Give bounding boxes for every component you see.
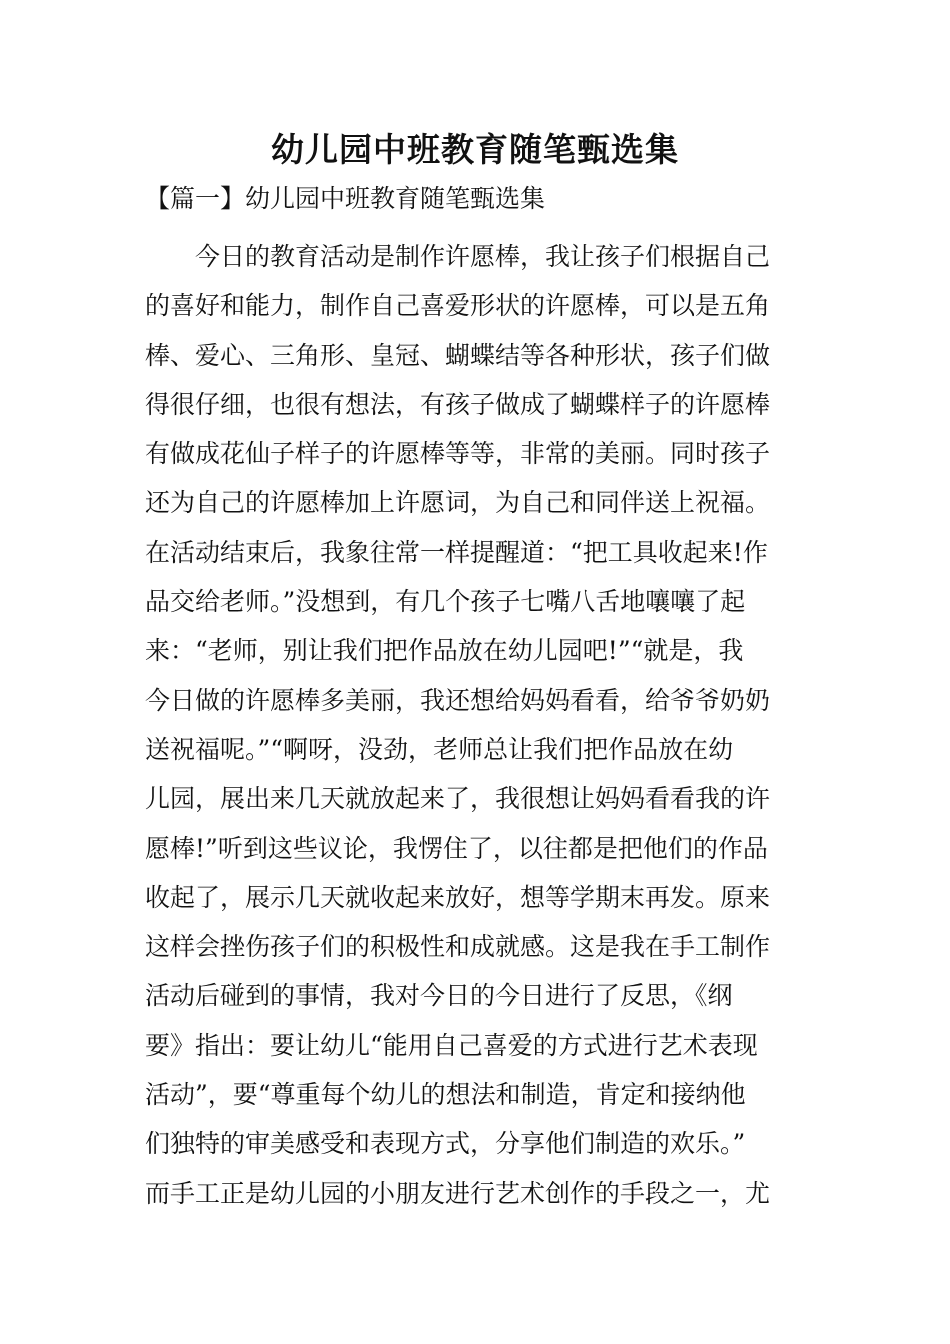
body-line: 活动”，要“尊重每个幼儿的想法和制造，肯定和接纳他 [145, 1080, 746, 1110]
body-line: 还为自己的许愿棒加上许愿词，为自己和同伴送上祝福。 [145, 488, 771, 518]
body-line: 送祝福呢。”“啊呀，没劲，老师总让我们把作品放在幼 [145, 734, 734, 764]
body-line: 收起了，展示几天就收起来放好，想等学期末再发。原来 [145, 882, 771, 912]
body-line: 儿园，展出来几天就放起来了，我很想让妈妈看看我的许 [145, 784, 771, 814]
body-line: 得很仔细，也很有想法，有孩子做成了蝴蝶样子的许愿棒 [145, 389, 771, 419]
body-line: 来：“老师，别让我们把作品放在幼儿园吧!”“就是，我 [145, 636, 744, 666]
body-line: 的喜好和能力，制作自己喜爱形状的许愿棒，可以是五角 [145, 291, 771, 321]
body-line: 棒、爱心、三角形、皇冠、蝴蝶结等各种形状，孩子们做 [145, 340, 771, 370]
body-line: 愿棒!”听到这些议论，我愣住了，以往都是把他们的作品 [145, 833, 768, 863]
body-line: 有做成花仙子样子的许愿棒等等，非常的美丽。同时孩子 [145, 439, 771, 469]
body-line: 在活动结束后，我象往常一样提醒道：“把工具收起来!作 [145, 537, 768, 567]
body-line: 们独特的审美感受和表现方式，分享他们制造的欢乐。” [145, 1129, 746, 1159]
body-line: 品交给老师。”没想到，有几个孩子七嘴八舌地嚷嚷了起 [145, 587, 746, 617]
document-title: 幼儿园中班教育随笔甄选集 [271, 130, 679, 169]
body-line: 今日的教育活动是制作许愿棒，我让孩子们根据自己 [145, 242, 771, 271]
body-line: 活动后碰到的事情，我对今日的今日进行了反思，《纲 [145, 981, 733, 1011]
body-line: 而手工正是幼儿园的小朋友进行艺术创作的手段之一，尤 [145, 1178, 771, 1208]
body-line: 这样会挫伤孩子们的积极性和成就感。这是我在手工制作 [145, 932, 771, 962]
body-line: 今日做的许愿棒多美丽，我还想给妈妈看看，给爷爷奶奶 [145, 685, 771, 715]
section-heading: 【篇一】幼儿园中班教育随笔甄选集 [145, 184, 546, 213]
body-text [145, 232, 807, 1218]
body-line: 要》指出：要让幼儿“能用自己喜爱的方式进行艺术表现 [145, 1030, 758, 1060]
